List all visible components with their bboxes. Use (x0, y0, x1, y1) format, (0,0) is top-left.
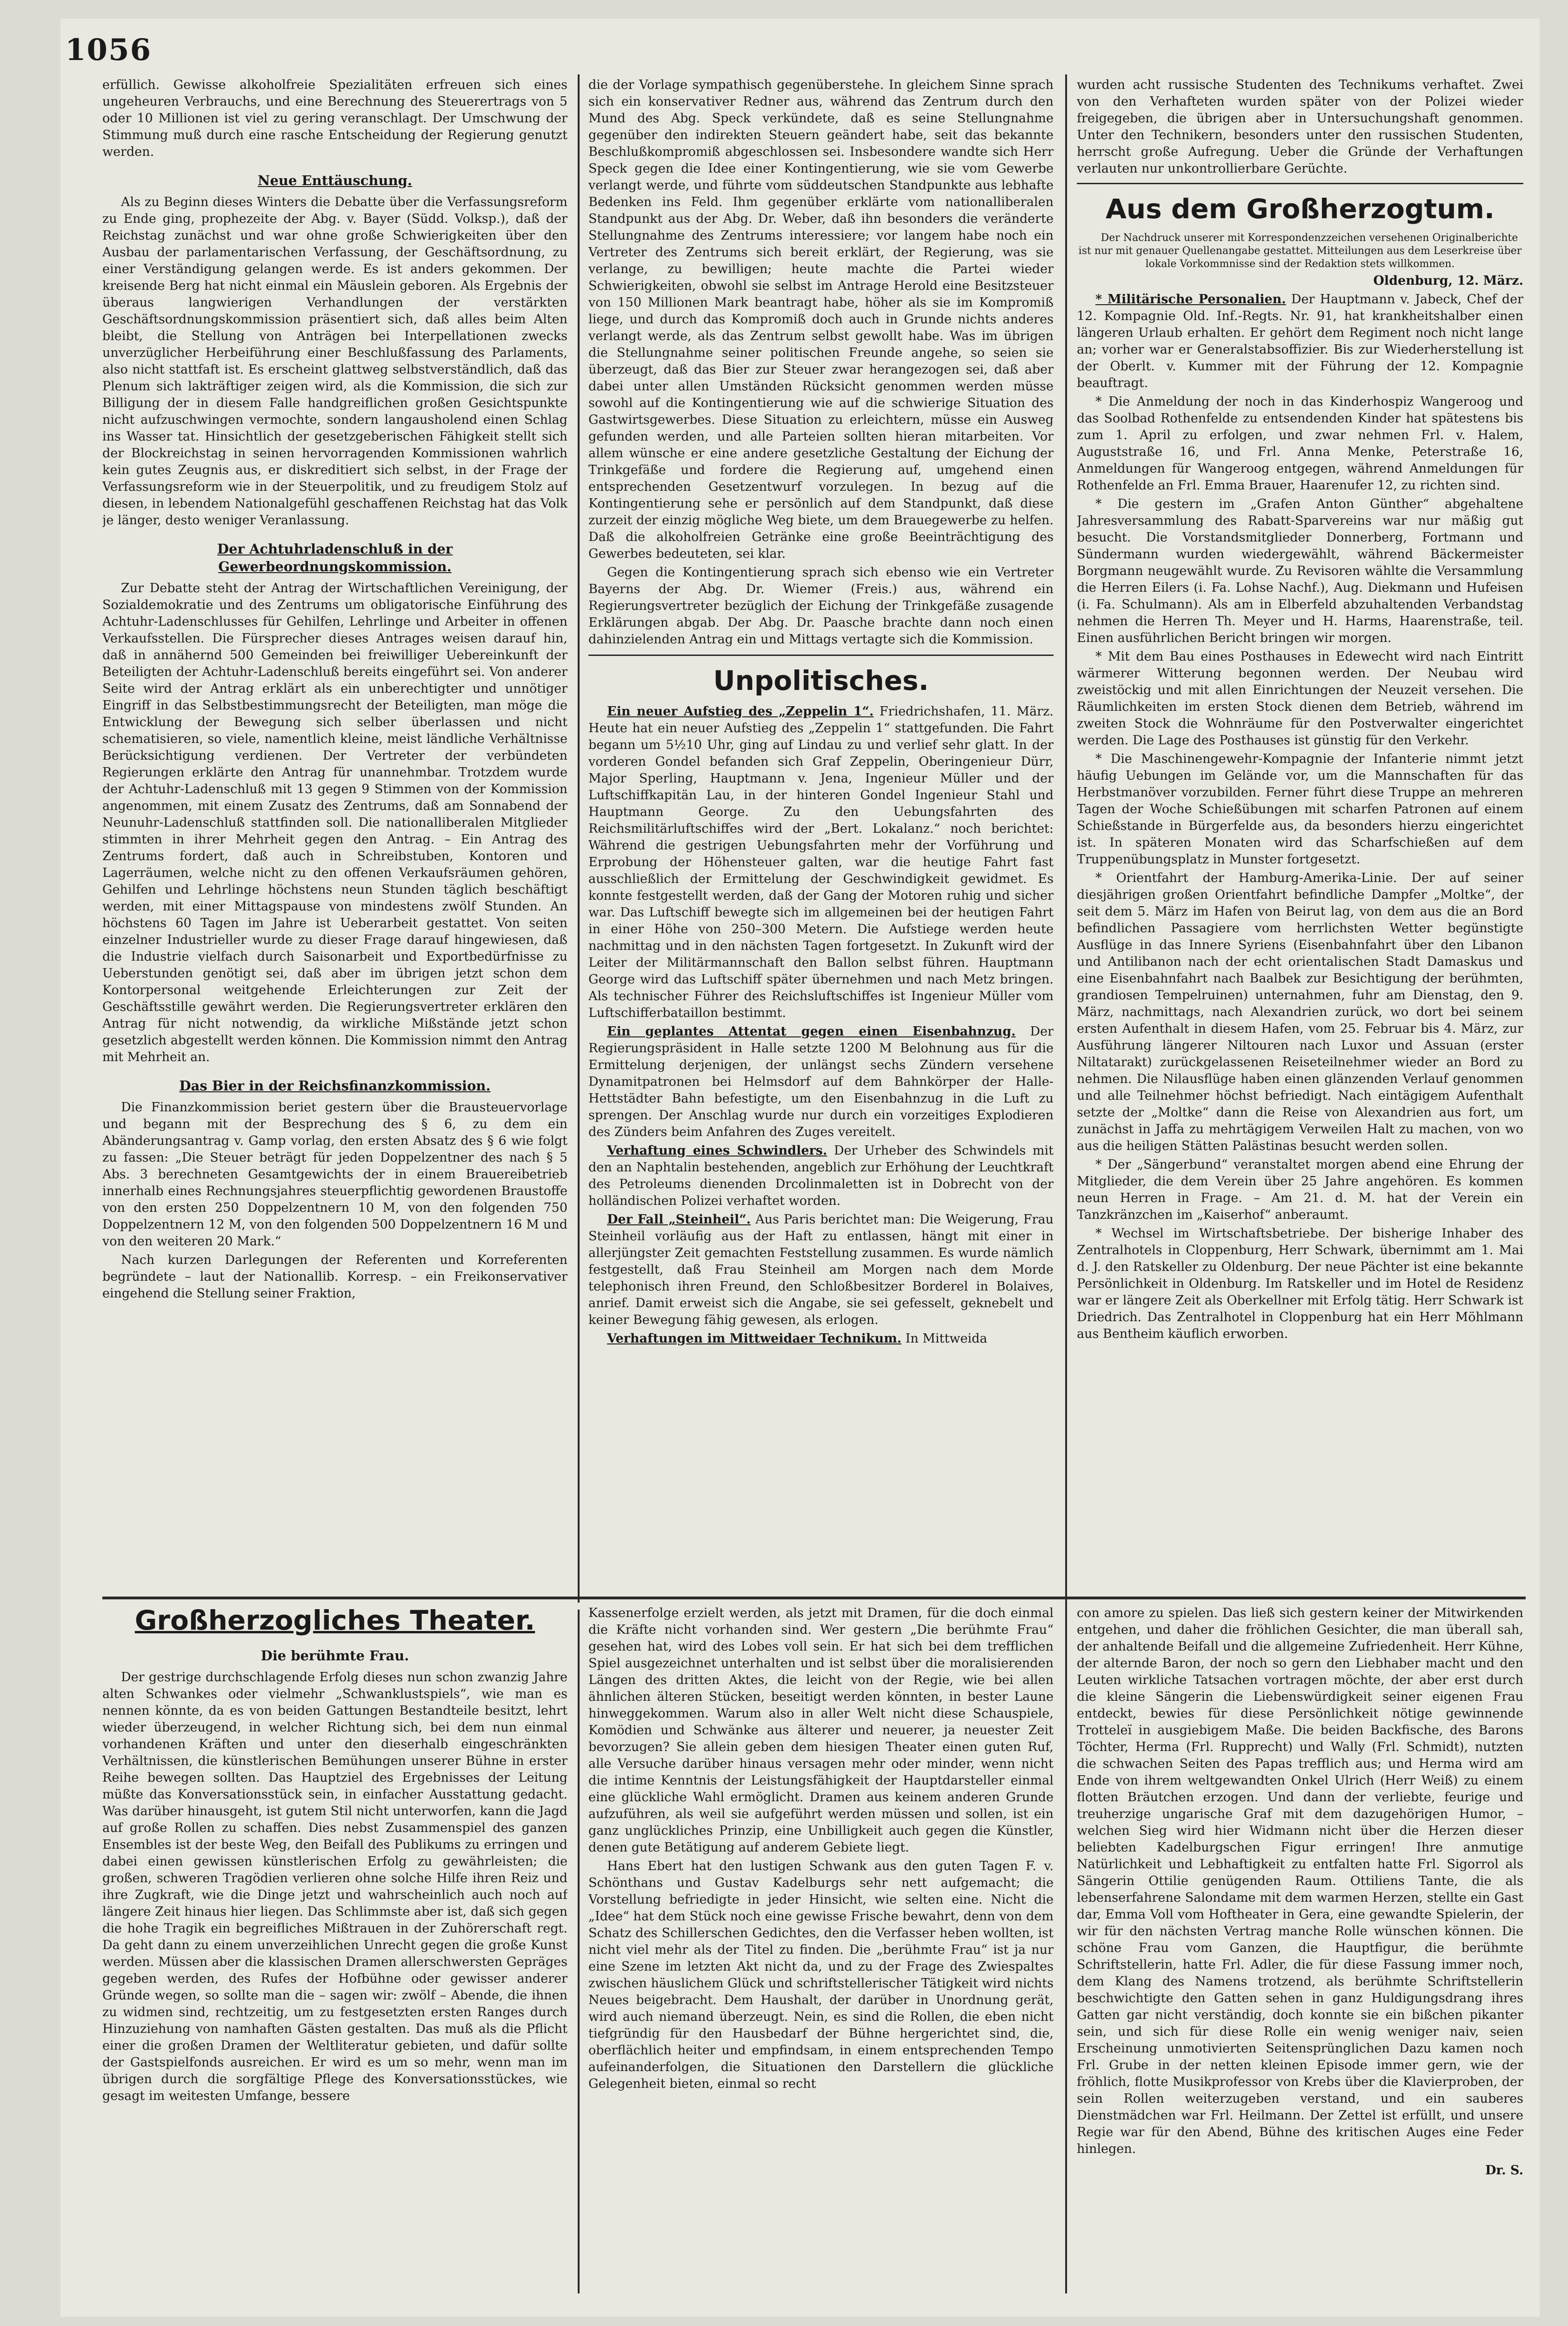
column-3 (1077, 77, 1523, 1594)
item-lede: Ein geplantes Attentat gegen einen Eisenbahnzug. (607, 1024, 1016, 1039)
paragraph: Nach kurzen Darlegungen der Referenten und Korreferenten begründete – laut der Nationallib. Korresp. – ein Freikonservativer eingehend die Stellung seiner Fraktion, (102, 1253, 567, 1301)
item-text: In Mittweida (905, 1331, 988, 1346)
paragraph: * Die gestern im „Grafen Anton Günther“ abgehaltene Jahresversammlung des Rabatt-Sparvereins war nur mäßig gut besucht. Die Vorstandsmitglieder Donnerberg, Fortmann und Sündermann wurden wiedergewählt, während Bäckermeister Borgmann neugewählt wurde. Zu Revisoren wählte die Versammlung die Herren Eilers (i. Fa. Lohse Nachf.), Aug. Diekmann und Hufeisen (i. Fa. Schulmann). Als am in Elberfeld abzuhaltenden Verbandstag nehmen die Herren Th. Meyer und H. Harms, Haarenstraße, teil. Einen ausführlichen Bericht bringen wir morgen. (1077, 497, 1523, 645)
paragraph: Als zu Beginn dieses Winters die Debatte über die Verfassungsreform zu Ende ging, prophezeite der Abg. v. Bayer (Südd. Volksp.), daß der Reichstag zunächst und war ohne große Schwierigkeiten über den Ausbau der parlamentarischen Verfassung, der Geschäftsordnung, zu einer Verständigung gelangen werde. Es ist anders gekommen. Der kreisende Berg hat nicht einmal ein Mäuslein geboren. Als Ergebnis der überaus langwierigen Verhandlungen der verstärkten Geschäftsordnungskommission präsentiert sich, daß alles beim Alten bleibt, die Stellung von Anträgen bei Interpellationen zwecks unverzüglicher Herbeiführung einer Beschlußfassung des Parlaments, also nicht stattfaft ist. Es erscheint glattweg selbstverständlich, daß das Plenum sich lakträftiger zeigen wird, als die Kommission, die sich zur Billigung der in diesem Falle handgreiflichen großen Gesichtspunkte nicht aufzuschwingen vermochte, sondern langausholend einen Schlag ins Wasser tat. Hinsichtlich der gesetzgeberischen Fähigkeit stellt sich der Blockreichstag in seinen hervorragenden Kommissionen wahrlich kein gutes Zeugnis aus, er diskreditiert sich selbst, in der Frage der Verfassungsreform wie in der Steuerpolitik, und zu freudigem Stolz auf diesen, in lebendem Nationalgefühl geschaffenen Reichstag hat das Volk je länger, desto weniger Veranlassung. (102, 195, 567, 528)
item-lede: * Militärische Personalien. (1095, 292, 1286, 307)
column-1 (102, 77, 567, 1584)
paragraph: * Die Anmeldung der noch in das Kinderhospiz Wangeroog und das Soolbad Rothenfelde zu entsendenden Kinder hat spätestens bis zum 1. April zu erfolgen, und zwar nehmen Frl. v. Halem, Auguststraße 16, und Frl. Anna Menke, Peterstraße 16, Anmeldungen für Wangeroog entgegen, während Anmeldungen für Rothenfelde an Frl. Emma Brauer, Haarenufer 12, zu richten sind. (1077, 394, 1523, 493)
item-text: Der Urheber des Schwindels mit den an Naphtalin bestehenden, angeblich zur Erhöhung der Leuchtkraft des Petroleums dienenden Drcolinmaletten ist in Dobrecht von der holländischen Polizei verhaftet worden. (588, 1143, 1054, 1208)
play-title: Die berühmte Frau. (260, 1648, 409, 1664)
paragraph: con amore zu spielen. Das ließ sich gestern keiner der Mitwirkenden entgehen, und daher die fröhlichen Gesichter, die man überall sah, der anhaltende Beifall und die allgemeine Zufriedenheit. Herr Kühne, der alternde Baron, der noch so gern den Liebhaber macht und den Leuten wirkliche Tatsachen vortragen möchte, der aber erst durch die kleine Sängerin die Liebenswürdigkeit seiner eigenen Frau entdeckt, bewies für diese Persönlichkeit nötige gewinnende Trotteleï in ausgiebigem Maße. Die beiden Backfische, des Barons Töchter, Herma (Frl. Rupprecht) und Wally (Frl. Schmidt), nutzten die schwachen Seiten des Papas trefflich aus; und Herma wird am Ende von ihrem weltgewandten Onkel Ulrich (Herr Weiß) zu einem flotten Bräutchen erzogen. Und dann der verliebte, feurige und treuherzige ungarische Graf mit dem dazugehörigen Humor, – welchen Sieg wird hier Widmann nicht über die Herzen dieser beliebten Kadelburgschen Figur erringen! Ihre anmutige Natürlichkeit und Lebhaftigkeit zu entfalten hatte Frl. Sigorrol als Sängerin Ottilie genügenden Raum. Ottiliens Tante, die als lebenserfahrene Salondame mit dem warmen Herzen, stellte ein Gast dar, Emma Voll vom Hoftheater in Gera, eine gewandte Spielerin, der wir für den nächsten Vertrag manche Rolle wünschen können. Die schöne Frau vom Ganzen, die Hauptfigur, die berühmte Schriftstellerin, hatte Frl. Adler, die für diese Fassung immer noch, dem Klang des Namens trotzend, als berühmte Schriftstellerin beschwichtigte den Gatten sehen in ganz Huldigungsdrang ihres Gatten gar nicht verständig, doch konnte sie ein bißchen pikanter sein, und sich für diese Rolle ein wenig weniger naiv, seien Erscheinung unmotivierten Seitensprünglichen Dazu kamen noch Frl. Grube in der netten kleinen Episode immer gern, wie der fröhlich, flotte Musikprofessor von Krebs über die Klavierproben, der sein Rollen weiterzugeben verstand, und ein sauberes Dienstmädchen war Frl. Heilmann. Der Zettel ist erfüllt, und unsere Regie war für den Abend, Bühne des kritischen Auges eine Feder hinlegen. (1077, 1606, 1523, 2156)
column-rule (1065, 74, 1067, 2293)
column-rule (578, 1610, 580, 2293)
paragraph: Die Finanzkommission beriet gestern über die Brausteuervorlage und begann mit der Besprechung des § 6, zu dem ein Abänderungsantrag v. Gamp vorlag, den ersten Absatz des § 6 wie folgt zu fassen: „Die Steuer beträgt für jeden Doppelzentner des nach § 5 Abs. 3 berechneten Gesamtgewichts der in einem Brauereibetrieb innerhalb eines Rechnungsjahres steuerpflichtig gewordenen Braustoffe von den ersten 250 Doppelzentnern 10 M, von den folgenden 750 Doppelzentnern 12 M, von den folgenden 500 Doppelzentnern 16 M und von den weiteren 20 Mark.“ (102, 1100, 567, 1249)
paragraph: * Der „Sängerbund“ veranstaltet morgen abend eine Ehrung der Mitglieder, die dem Verein über 25 Jahre angehören. Es kommen neun Herren in Frage. – Am 21. d. M. hat der Verein ein Tanzkränzchen im „Kaiserhof“ anberaumt. (1077, 1157, 1523, 1222)
paragraph: * Mit dem Bau eines Posthauses in Edewecht wird nach Eintritt wärmerer Witterung begonnen werden. Der Neubau wird zweistöckig und mit allen Einrichtungen der Neuzeit versehen. Die Räumlichkeiten im ersten Stock dienen dem Betrieb, während im zweiten Stock die Wohnräume für den Postverwalter eingerichtet werden. Die Lage des Posthauses ist günstig für den Verkehr. (1077, 649, 1523, 748)
item-lede: Ein neuer Aufstieg des „Zeppelin 1“. (607, 704, 874, 719)
item-text: Der Hauptmann v. Jabeck, Chef der 12. Kompagnie Old. Inf.-Regts. Nr. 91, hat krankheitshalber einen längeren Urlaub erhalten. Er gehört dem Regiment noch nicht lange an; vorher war er Generalstabsoffizier. Bis zur Wiederherstellung ist der Oberlt. v. Kummer mit der Führung der 12. Kompagnie beauftragt. (1077, 292, 1523, 390)
paragraph: die der Vorlage sympathisch gegenüberstehe. In gleichem Sinne sprach sich ein konservativer Redner aus, während das Zentrum durch den Mund des Abg. Speck verkündete, daß es seine Stellungnahme gegenüber den indirekten Steuern geändert habe, seit das bekannte Beschlußkompromiß abgeschlossen sei. Insbesondere wandte sich Herr Speck gegen die Idee einer Kontingentierung, wie sie vom Gewerbe verlangt werde, und führte vom süddeutschen Standpunkte aus lebhafte Bedenken ins Feld. Ihm gegenüber erklärte vom nationalliberalen Standpunkt aus der Abg. Dr. Weber, daß ihn besonders die veränderte Stellungnahme des Zentrums interessiere; vor langem habe noch ein Vertreter des Zentrums sich bereit erklärt, der Regierung, was sie verlange, zu bewilligen; heute machte die Partei wieder Schwierigkeiten, obwohl sie selbst im Antrage Herold eine Besitzsteuer von 150 Millionen Mark beantragt habe, höher als sie im Kompromiß liege, und durch das Kompromiß doch auch in Grunde nichts anderes verlangt werde, als das Zentrum selbst gewollt habe. Was im übrigen die Stellungnahme seiner politischen Freunde angehe, so seien sie überzeugt, daß das Bier zur Steuer zwar herangezogen sei, daß aber dabei unter allen Umständen Rücksicht genommen werden müsse sowohl auf die Kontingentierung wie auf die schwierige Situation des Gastwirtsgewerbes. Diese Situation zu erleichtern, müsse ein Ausweg gefunden werden, und alle Parteien sollten hieran mitarbeiten. Vor allem wünsche er eine andere gesetzliche Gestaltung der Eichung der Trinkgefäße und fordere die Regierung auf, umgehend einen entsprechenden Gesetzentwurf vorzulegen. In bezug auf die Kontingentierung sehe er persönlich auf dem Standpunkt, daß diese zurzeit der einzig mögliche Weg biete, um dem Brauegewerbe zu helfen. Daß die alkoholfreien Getränke eine große Beeinträchtigung des Gewerbes bedeuteten, sei klar. (588, 78, 1054, 561)
paragraph: Gegen die Kontingentierung sprach sich ebenso wie ein Vertreter Bayerns der Abg. Dr. Wiemer (Freis.) aus, während ein Regierungsvertreter bezüglich der Eichung der Trinkgefäße zusagende Erklärungen abgab. Der Abg. Dr. Paasche brachte dann noch einen dahinzielenden Antrag ein und Mittags vertagte sich die Kommission. (588, 565, 1054, 647)
item-lede: Verhaftung eines Schwindlers. (607, 1143, 827, 1158)
paragraph: erfüllich. Gewisse alkoholfreie Spezialitäten erfreuen sich eines ungeheuren Verbrauchs, und eine Berechnung des Steuerertrags von 5 oder 10 Millionen ist viel zu gering veranschlagt. Der Umschwung der Stimmung muß durch eine rasche Entscheidung der Regierung genutzt werden. (102, 78, 567, 159)
reprint-note: Der Nachdruck unserer mit Korrespondenzzeichen versehenen Originalberichte ist nur mit genauer Quellenangabe gestattet. Mitteilungen aus dem Leserkreise über lokale Vorkommnisse sind der Redaktion stets willkommen. (1078, 232, 1522, 270)
item-lede: Der Fall „Steinheil“. (607, 1212, 751, 1227)
paragraph: Kassenerfolge erzielt werden, als jetzt mit Dramen, für die doch einmal die Kräfte nicht vorhanden sind. Wer gestern „Die berühmte Frau“ gesehen hat, wird des Lobes voll sein. Er hat sich bei dem trefflichen Spiel ausgezeichnet unterhalten und ist selbst über die moralisierenden Längen des dritten Aktes, die leicht von der Regie, wie bei allen ähnlichen älteren Stücken, beseitigt werden könnten, in bester Laune hinweggekommen. Warum also in aller Welt nicht diese Schauspiele, Komödien und Schwänke aus älterer und neuerer, ja neuester Zeit bevorzugen? Sie allein geben dem hiesigen Theater einen guten Ruf, alle Versuche darüber hinaus versagen mehr oder minder, wenn nicht die intime Kenntnis der Leistungsfähigkeit der Hauptdarsteller einmal eine glückliche Wahl ermöglicht. Dramen aus keinem anderen Grunde aufzuführen, als weil sie aufgeführt werden müssen und sollen, ist ein ganz unglückliches Prinzip, eine Unbilligkeit auch gegen die Künstler, denen gute Betätigung auf anderem Gebiete liegt. (588, 1606, 1054, 1855)
item-text: Friedrichshafen, 11. März. Heute hat ein neuer Aufstieg des „Zeppelin 1“ stattgefunden. Die Fahrt begann um 5½10 Uhr, ging auf Lindau zu und verlief sehr glatt. In der vorderen Gondel befanden sich Graf Zeppelin, Oberingenieur Dürr, Major Sperling, Hauptmann v. Jena, Ingenieur Müller und der Luftschiffkapitän Lau, in der hinteren Gondel Ingenieur Stahl und Hauptmann George. Zu den Uebungsfahrten des Reichsmilitärluftschiffes wird der „Bert. Lokalanz.“ noch berichtet: Während die gestrigen Uebungsfahrten mehr der Vorführung und Erprobung der Höhensteuer galten, war die heutige Fahrt fast ausschließlich der Ermittelung der Geschwindigkeit gewidmet. Es konnte festgestellt werden, daß der Gang der Motoren ruhig und sicher war. Das Luftschiff bewegte sich im allgemeinen bei der heutigen Fahrt in einer Höhe von 250–300 Metern. Die Aufstiege werden heute nachmittag und in den nächsten Tagen fortgesetzt. In Zukunft wird der Leiter der Militärmannschaft den Ballon selbst führen. Hauptmann George wird das Luftschiff später übernehmen und nach Metz bringen. Als technischer Führer des Reichsluftschiffes ist Ingenieur Müller vom Luftschifferbataillon bestimmt. (588, 704, 1054, 1020)
theater-column-1 (102, 1605, 567, 2293)
paragraph: Hans Ebert hat den lustigen Schwank aus den guten Tagen F. v. Schönthans und Gustav Kadelburgs sehr nett aufgemacht; die Vorstellung befriedigte in jeder Hinsicht, wie selten eine. Nicht die „Idee“ hat dem Stück noch eine gewisse Frische bewahrt, denn von dem Schatz des Schillerschen Gedichtes, den die Verfasser heben wollten, ist nicht viel mehr als der Titel zu finden. Die „berühmte Frau“ ist ja nur eine Szene im letzten Akt nicht da, und zu der Frage des Zwiespaltes zwischen häuslichem Glück und schriftstellerischer Tätigkeit wird nichts Neues beigebracht. Dem Haushalt, der darüber in Unordnung gerät, wird auch niemand überzeugt. Nein, es sind die Rollen, die eben nicht tiefgründig für den Hausbedarf der Bühne hergerichtet sind, die, oberflächlich heiter und empfindsam, in einem entsprechenden Tempo aufeinanderfolgen, die Situationen den Darstellern die glückliche Gelegenheit bieten, einmal so recht (588, 1859, 1054, 2091)
section-heading: Unpolitisches. (713, 665, 929, 696)
item-text: Der Regierungspräsident in Halle setzte 1200 M Belohnung aus für die Ermittelung derjenigen, der unlängst sechs Zündern versehene Dynamitpatronen bei Helmsdorf auf dem Bahnkörper der Halle-Hettstädter Bahn befestigte, um den Eisenbahnzug in die Luft zu sprengen. Der Anschlag wurde nur durch ein vorzeitiges Explodieren des Zünders beim Anfahren des Zuges vereitelt. (588, 1024, 1054, 1139)
section-rule (102, 1597, 1526, 1599)
paragraph: Der gestrige durchschlagende Erfolg dieses nun schon zwanzig Jahre alten Schwankes oder vielmehr „Schwanklustspiels“, wie man es nennen könnte, da es von beiden Gattungen Bestandteile besitzt, lehrt wieder überzeugend, in welcher Richtung sich, bei dem nun einmal vorhandenen Kräften und unter den dieserhalb eingeschränkten Verhältnissen, die künstlerischen Bemühungen unserer Bühne in erster Reihe bewegen sollten. Das Hauptziel des Ergebnisses der Leitung müßte das Konversationsstück sein, in einfacher Ausstattung gedacht. Was darüber hinausgeht, ist gutem Stil nicht unterworfen, kann die Jagd auf große Rollen zu schaffen. Dies nebst Zusammenspiel des ganzen Ensembles ist der beste Weg, den Beifall des Publikums zu erringen und dabei einen gewissen künstlerischen Erfolg zu gewährleisten; die großen, schweren Tragödien verlieren ohne solche Hilfe ihren Reiz und ihre Zugkraft, wie die Dinge jetzt und wahrscheinlich auch noch auf längere Zeit hinaus hier liegen. Das Schlimmste aber ist, daß sich gegen die hohe Tragik ein begreifliches Mißtrauen in der Zuhörerschaft regt. Da geht dann zu einem unverzeihlichen Unrecht gegen die große Kunst werden. Müssen aber die klassischen Dramen allerschwersten Gepräges gegeben werden, des Rufes der Hofbühne oder gewisser anderer Gründe wegen, so sollte man die – sagen wir: zwölf – Abende, die ihnen zu widmen sind, rechtzeitig, um zu festgesetzten ersten Ranges durch Hinzuziehung von namhaften Gästen gestalten. Das muß als die Pflicht einer die großen Dramen der Weltliteratur gebieten, und dafür sollte der Gastspielfonds ausreichen. Er wird es um so mehr, wenn man im übrigen durch die sorgfältige Pflege des Konversationsstückes, wie gesagt im weitesten Umfange, bessere (102, 1670, 567, 2103)
paragraph: * Wechsel im Wirtschaftsbetriebe. Der bisherige Inhaber des Zentralhotels in Cloppenburg, Herr Schwark, übernimmt am 1. Mai d. J. den Ratskeller zu Oldenburg. Der neue Pächter ist eine bekannte Persönlichkeit in Oldenburg. Im Ratskeller und im Hotel de Residenz war er längere Zeit als Oberkellner mit Erfolg tätig. Herr Schwark ist Driedrich. Das Zentralhotel in Cloppenburg hat ein Herr Möhlmann aus Bentheim käuflich erworben. (1077, 1226, 1523, 1341)
section-rule (588, 655, 1054, 656)
theater-title: Großherzogliches Theater. (134, 1605, 535, 1636)
dateline: Oldenburg, 12. März. (1373, 274, 1523, 288)
section-heading: Aus dem Großherzogtum. (1106, 193, 1495, 225)
paragraph: * Orientfahrt der Hamburg-Amerika-Linie. Der auf seiner diesjährigen großen Orientfahrt befindliche Dampfer „Moltke“, der seit dem 5. März im Hafen von Beirut lag, von dem aus die an Bord befindlichen Passagiere vom herrlichsten Wetter begünstigte Ausflüge in das Innere Syriens (Eisenbahnfahrt über den Libanon und Antilibanon nach der echt orientalischen Stadt Damaskus und eine Eisenbahnfahrt nach Baalbek zur Besichtigung der berühmten, grandiosen Tempelruinen) unternahmen, fuhr am Dienstag, den 9. März, nachmittags, nach Alexandrien zurück, wo dort bei seinem ersten Aufenthalt in diesem Hafen, vom 25. Februar bis 4. März, zur Ausführung längerer Niltouren nach Luxor und Assuan (erster Niltatarakt) zurückgelassenen Reiseteilnehmer wieder an Bord zu nehmen. Die Nilausflüge haben einen glänzenden Verlauf genommen und alle Teilnehmer höchst befriedigt. Nach eintägigem Aufenthalt setzte der „Moltke“ dann die Reise von Alexandrien aus fort, um zunächst in Jaffa zu mehrtägigem Verweilen Halt zu machen, von wo aus die heiligen Stätten Palästinas besucht werden sollen. (1077, 871, 1523, 1153)
item-lede: Verhaftungen im Mittweidaer Technikum. (607, 1331, 902, 1346)
section-rule (1077, 183, 1523, 184)
article-heading: Das Bier in der Reichsfinanzkommission. (179, 1078, 491, 1094)
page-number: 1056 (65, 33, 152, 67)
article-heading: Der Achtuhrladenschluß in der Gewerbeordnungskommission. (217, 541, 453, 575)
paragraph: wurden acht russische Studenten des Technikums verhaftet. Zwei von den Verhafteten wurden später von der Polizei wieder freigegeben, die übrigen aber in Untersuchungshaft genommen. Unter den Technikern, besonders unter den russischen Studenten, herrscht große Aufregung. Ueber die Gründe der Verhaftungen verlauten nur unkontrollierbare Gerüchte. (1077, 78, 1523, 176)
column-rule (578, 74, 580, 1603)
theater-column-3 (1077, 1605, 1523, 2293)
item-text: Aus Paris berichtet man: Die Weigerung, Frau Steinheil vorläufig aus der Haft zu entlassen, hängt mit einer in allerjüngster Zeit gemachten Feststellung zusammen. Es wurde nämlich festgestellt, daß Frau Steinheil am Morgen nach dem Morde telephonisch ihren Freund, den Schloßbesitzer Borderel in Bolaives, anrief. Damit erweist sich die Angabe, sie sei gefesselt, geknebelt und keiner Bewegung fähig gewesen, als erlogen. (588, 1212, 1054, 1327)
article-heading: Neue Enttäuschung. (257, 173, 413, 188)
column-2 (588, 77, 1054, 1593)
signature: Dr. S. (1485, 2163, 1523, 2178)
paragraph: Zur Debatte steht der Antrag der Wirtschaftlichen Vereinigung, der Sozialdemokratie und des Zentrums um obligatorische Einführung des Achtuhr-Ladenschlusses für Gehilfen, Lehrlinge und Arbeiter in offenen Verkaufsstellen. Die Fürsprecher dieses Antrages weisen darauf hin, daß in annähernd 500 Gemeinden bei freiwilliger Uebereinkunft der Beteiligten der Achtuhr-Ladenschluß bereits eingeführt sei. Von anderer Seite wird der Antrag erklärt als ein unberechtigter und unnötiger Eingriff in das Selbstbestimmungsrecht der Beteiligten, man möge die Entwicklung der Bewegung sich selber überlassen und nicht schematisieren, so viele, namentlich kleine, meist ländliche Verhältnisse Berücksichtigung verdienen. Der Vertreter der verbündeten Regierungen erklärte den Antrag für unannehmbar. Trotzdem wurde der Achtuhr-Ladenschluß mit 13 gegen 9 Stimmen von der Kommission angenommen, mit einem Zusatz des Zentrums, daß am Sonnabend der Neunuhr-Ladenschluß stattfinden soll. Die nationalliberalen Mitglieder stimmten in ihrer Mehrheit gegen den Antrag. – Ein Antrag des Zentrums fordert, daß auch in Schreibstuben, Kontoren und Lagerräumen, welche nicht zu den offenen Verkaufsräumen gehören, Gehilfen und Lehrlinge höchstens neun Stunden täglich beschäftigt werden, mit einer Mittagspause von mindestens zwölf Stunden. An höchstens 60 Tagen im Jahre ist Ueberarbeit gestattet. Von seiten einzelner Industrieller wurde zu dieser Frage darauf hingewiesen, daß die Industrie vielfach durch Saisonarbeit und Exportbedürfnisse zu Ueberstunden genötigt sei, daß aber im übrigen jetzt schon dem Kontorpersonal weitgehende Erleichterungen zur Zeit der Geschäftsstille gewährt werden. Die Regierungsvertreter erklären den Antrag für nicht notwendig, da wirkliche Mißstände jetzt schon gesetzlich abgestellt werden können. Die Kommission nimmt den Antrag mit Mehrheit an. (102, 581, 567, 1064)
theater-column-2 (588, 1605, 1054, 2293)
paragraph: * Die Maschinengewehr-Kompagnie der Infanterie nimmt jetzt häufig Uebungen im Gelände vor, um die Mannschaften für das Herbstmanöver vorzubilden. Ferner führt diese Truppe an mehreren Tagen der Woche Schießübungen mit scharfen Patronen auf einem Schießstande in Bürgerfelde aus, da besonders hierzu eingerichtet ist. In späteren Monaten wird das Scharfschießen auf dem Truppenübungsplatz in Munster fortgesetzt. (1077, 752, 1523, 867)
